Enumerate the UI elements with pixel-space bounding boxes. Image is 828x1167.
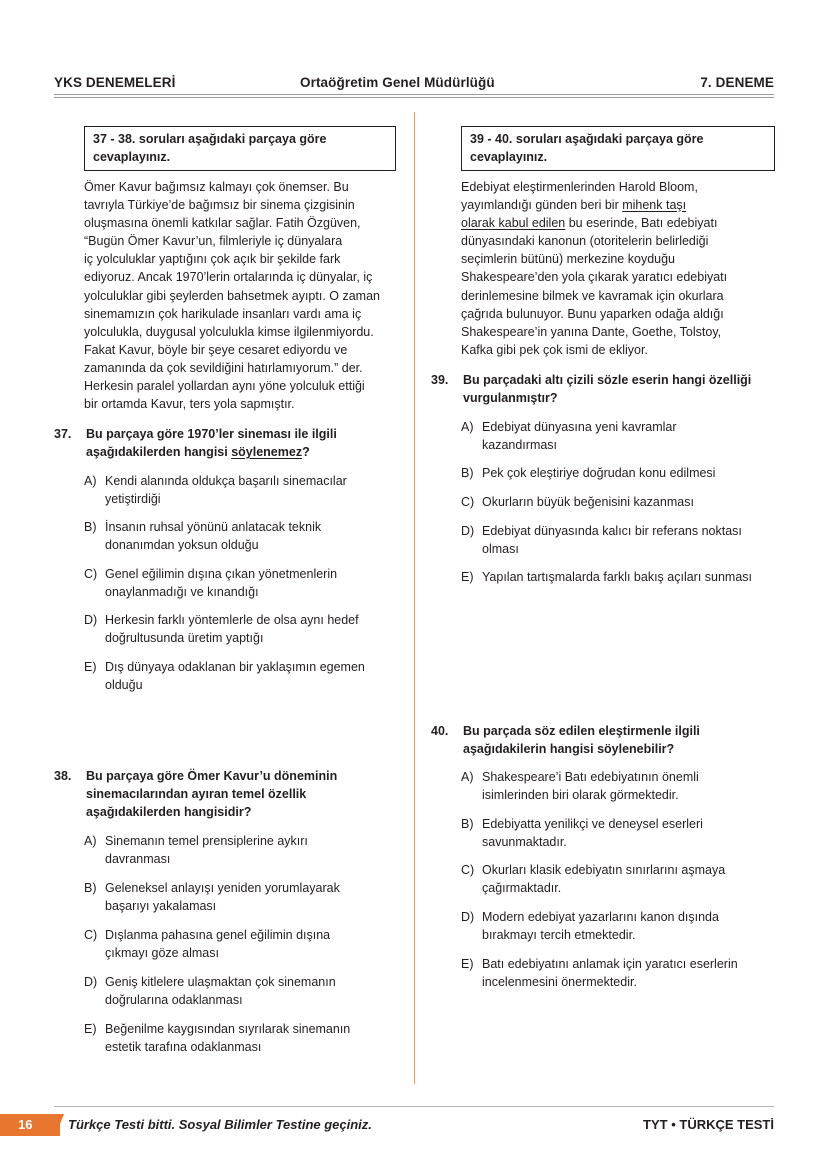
passage-line: oluşmasına önemli katkılar sağlar. Fatih Özgüven, [84,216,361,231]
question-37 [54,425,404,465]
passage-line [461,196,727,214]
instruction-line: cevaplayınız. [93,150,171,164]
question-stem-line: aşağıdakilerden hangisidir? [86,805,252,819]
option-letter: C) [84,928,98,942]
passage-right [461,178,727,359]
option-letter: B) [461,466,474,480]
option-text: Edebiyat dünyasına yeni kavramlar [482,420,677,434]
option-letter: D) [84,613,98,627]
option-text: Pek çok eleştiriye doğrudan konu edilmesi [482,466,716,480]
passage-line: Fakat Kavur, böyle bir şeye cesaret ediyordu ve [84,342,348,357]
column-divider [414,112,415,1084]
option-letter: C) [461,495,475,509]
option-text: Edebiyat dünyasında kalıcı bir referans noktası [482,524,742,538]
option-text: olması [482,542,519,556]
passage-line: “Bugün Ömer Kavur’un, filmleriyle iç dünyalara [84,234,343,249]
option-text: Dış dünyaya odaklanan bir yaklaşımın egemen [105,660,365,674]
option-text: Shakespeare’i Batı edebiyatının önemli [482,770,699,784]
question-number: 39. [431,373,449,387]
passage-left [84,178,380,413]
header-center: Ortaöğretim Genel Müdürlüğü [300,75,495,90]
option-text: doğrultusunda üretim yaptığı [105,631,264,645]
option-text: çağırmaktadır. [482,881,562,895]
page-number: 16 [0,1114,60,1136]
option-text: Batı edebiyatını anlamak için yaratıcı eserlerin [482,957,738,971]
option-letter: D) [84,975,98,989]
footer-rule [54,1106,774,1107]
question-stem [463,722,700,758]
passage-line: tavrıyla Türkiye’de bağımsız bir sinema çizgisinin [84,198,355,213]
question-stem-line: vurgulanmıştır? [463,391,558,405]
passage-text: bu eserinde, Batı edebiyatı [565,216,718,231]
option-text: Okurların büyük beğenisini kazanması [482,495,694,509]
option-text: estetik tarafına odaklanması [105,1040,262,1054]
stem-text: ? [302,445,310,459]
option-text: İnsanın ruhsal yönünü anlatacak teknik [105,520,322,534]
option-text: Edebiyatta yenilikçi ve deneysel eserleri [482,817,703,831]
header-rule-2 [54,97,774,98]
question-stem-line: Bu parçaya göre 1970’ler sineması ile ilgili [86,427,337,441]
instruction-line: cevaplayınız. [470,150,548,164]
option-letter: C) [84,567,98,581]
question-40 [431,722,781,762]
instruction-line: 39 - 40. soruları aşağıdaki parçaya göre [470,132,704,146]
passage-line: ediyoruz. Ancak 1970’lerin ortalarında iç dünyalar, iç [84,270,373,285]
option-text: başarıyı yakalaması [105,899,217,913]
option-letter: E) [461,957,474,971]
question-stem [86,425,337,461]
question-stem-line: aşağıdakilerin hangisi söylenebilir? [463,742,675,756]
question-number: 40. [431,724,449,738]
option-text: çıkmayı göze alması [105,946,219,960]
option-letter: D) [461,524,475,538]
passage-line: iç yolculuklar yaptığını çok açık bir şekilde fark [84,252,341,267]
option-text: onaylanmadığı ve kınandığı [105,585,259,599]
passage-line: çağrıda bulunuyor. Bunu yaparken odağa aldığı [461,306,724,321]
passage-line: yolculukla, duygusal yolculukla kimse ilgilenmiyordu. [84,324,374,339]
question-38 [54,767,404,823]
option-text: Okurları klasik edebiyatın sınırlarını aşmaya [482,863,726,877]
option-text: yetiştirdiği [105,492,161,506]
option-text: Herkesin farklı yöntemlerle de olsa aynı hedef [105,613,359,627]
underlined-word: söylenemez [231,445,303,459]
header-left: YKS DENEMELERİ [54,75,176,90]
underlined-phrase: mihenk taşı [622,198,687,213]
question-stem-line: sinemacılarından ayıran temel özellik [86,787,307,801]
option-text: bırakmayı tercih etmektedir. [482,928,636,942]
option-text: Geleneksel anlayışı yeniden yorumlayarak [105,881,340,895]
option-letter: E) [84,1022,97,1036]
option-text: Yapılan tartışmalarda farklı bakış açıları sunması [482,570,753,584]
option-text: Beğenilme kaygısından sıyrılarak sinemanın [105,1022,351,1036]
passage-line: Herkesin paralel yollardan aynı yöne yolculuk ettiği [84,379,365,394]
option-text: incelenmesini önermektedir. [482,975,637,989]
option-text: olduğu [105,678,143,692]
question-stem [463,371,751,407]
question-stem-line: Bu parçadaki altı çizili sözle eserin hangi özelliği [463,373,752,387]
option-letter: A) [461,770,474,784]
passage-line: bir ortamda Kavur, ters yola sapmıştır. [84,397,295,412]
passage-line: zamanında da çok sevildiğini hatırlamıyorum.” der. [84,360,363,375]
option-letter: A) [461,420,474,434]
question-number: 37. [54,427,72,441]
question-stem [86,767,337,821]
option-letter: A) [84,834,97,848]
footer-test-name: TYT • TÜRKÇE TESTİ [643,1117,774,1132]
footer-note: Türkçe Testi bitti. Sosyal Bilimler Testine geçiniz. [68,1117,372,1132]
underlined-phrase: olarak kabul edilen [461,216,566,231]
option-text: Kendi alanında oldukça başarılı sinemacılar [105,474,347,488]
option-letter: E) [84,660,97,674]
header-right: 7. DENEME [700,75,774,90]
option-text: doğrularına odaklanması [105,993,243,1007]
option-text: isimlerinden biri olarak görmektedir. [482,788,679,802]
question-number: 38. [54,769,72,783]
question-stem-line: Bu parçaya göre Ömer Kavur’u döneminin [86,769,338,783]
passage-line: sinemamızın çok harikulade insanları vardı ama iç [84,306,362,321]
instruction-box-39-40 [461,126,775,171]
stem-text: aşağıdakilerden hangisi [86,445,232,459]
header-rule [54,94,774,95]
question-stem-line [86,443,337,461]
passage-line: yolculuklar gibi şeylerden bahsetmek ayıptı. O zaman [84,288,380,303]
instruction-box-37-38 [84,126,396,171]
option-text: donanımdan yoksun olduğu [105,538,259,552]
option-letter: B) [461,817,474,831]
option-text: Geniş kitlelere ulaşmaktan çok sinemanın [105,975,336,989]
passage-line: Edebiyat eleştirmenlerinden Harold Bloom, [461,180,698,194]
passage-line [461,214,727,232]
option-text: davranması [105,852,171,866]
option-text: Modern edebiyat yazarlarını kanon dışında [482,910,719,924]
option-text: Sinemanın temel prensiplerine aykırı [105,834,308,848]
option-text: Genel eğilimin dışına çıkan yönetmenlerin [105,567,338,581]
question-stem-line: Bu parçada söz edilen eleştirmenle ilgili [463,724,700,738]
option-letter: C) [461,863,475,877]
instruction-line: 37 - 38. soruları aşağıdaki parçaya göre [93,132,327,146]
passage-line: derinlemesine bilmek ve kavramak için okurlara [461,288,724,303]
passage-line: Shakespeare’in yanına Dante, Goethe, Tolstoy, [461,324,722,339]
passage-line: Kafka gibi pek çok ismi de ekliyor. [461,342,648,357]
option-text: savunmaktadır. [482,835,567,849]
option-letter: E) [461,570,474,584]
question-39 [431,371,781,411]
option-text: Dışlanma pahasına genel eğilimin dışına [105,928,331,942]
option-text: kazandırması [482,438,558,452]
option-letter: A) [84,474,97,488]
passage-line: dünyasındaki kanonun (otoritelerin belirlediği [461,234,709,249]
passage-text: yayımlandığı günden beri bir [461,198,623,213]
page-tab-arrow [55,1114,64,1136]
option-letter: B) [84,881,97,895]
passage-line: Ömer Kavur bağımsız kalmayı çok önemser. Bu [84,180,349,194]
option-letter: B) [84,520,97,534]
passage-line: seçimlerin bütünü) merkezine koyduğu [461,252,675,267]
passage-line: Shakespeare’den yola çıkarak yaratıcı edebiyatı [461,270,728,285]
option-letter: D) [461,910,475,924]
